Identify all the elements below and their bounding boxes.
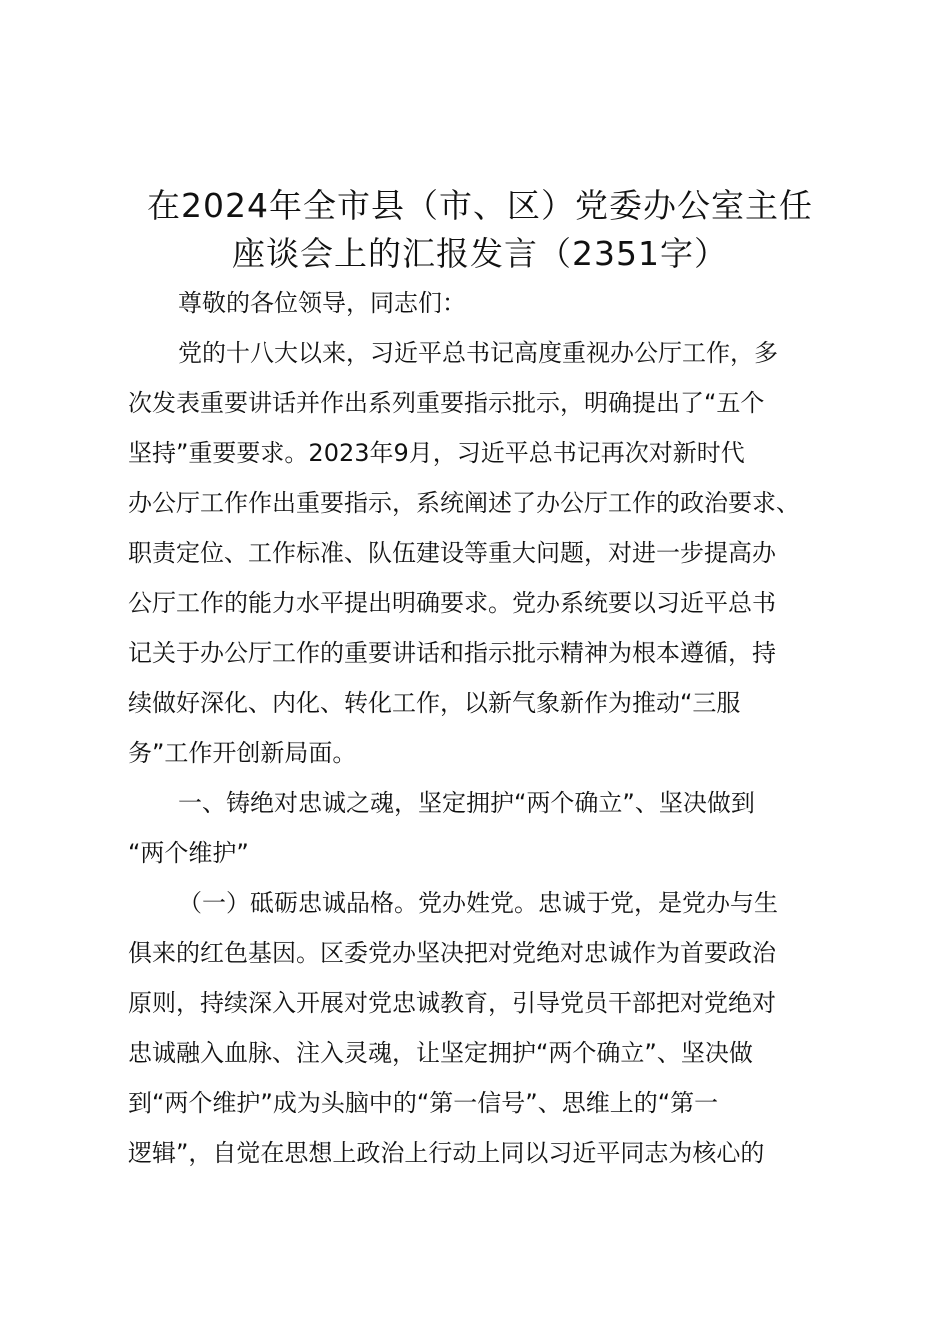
body-line: 记关于办公厅工作的重要讲话和指示批示精神为根本遵循，持 <box>128 639 776 667</box>
section-heading: 一、铸绝对忠诚之魂，坚定拥护“两个确立”、坚决做到 <box>178 789 755 817</box>
section-heading-continued: “两个维护” <box>128 839 249 867</box>
body-line: 逻辑”，自觉在思想上政治上行动上同以习近平同志为核心的 <box>128 1139 765 1167</box>
body-line: 党的十八大以来，习近平总书记高度重视办公厅工作，多 <box>178 339 778 367</box>
body-line: （一）砥砺忠诚品格。党办姓党。忠诚于党，是党办与生 <box>178 889 778 917</box>
body-line: 办公厅工作作出重要指示，系统阐述了办公厅工作的政治要求、 <box>128 489 800 517</box>
body-line: 公厅工作的能力水平提出明确要求。党办系统要以习近平总书 <box>128 589 776 617</box>
body-line: 次发表重要讲话并作出系列重要指示批示，明确提出了“五个 <box>128 389 765 417</box>
title-line-2: 座谈会上的汇报发言（2351字） <box>232 234 728 273</box>
body-line: 续做好深化、内化、转化工作，以新气象新作为推动“三服 <box>128 689 741 717</box>
body-line: 职责定位、工作标准、队伍建设等重大问题，对进一步提高办 <box>128 539 776 567</box>
title-line-1: 在2024年全市县（市、区）党委办公室主任 <box>147 186 813 225</box>
document-title <box>110 182 850 278</box>
body-line: 坚持”重要要求。2023年9月，习近平总书记再次对新时代 <box>128 439 745 467</box>
body-line: 忠诚融入血脉、注入灵魂，让坚定拥护“两个确立”、坚决做 <box>128 1039 753 1067</box>
body-line: 原则，持续深入开展对党忠诚教育，引导党员干部把对党绝对 <box>128 989 776 1017</box>
body-line: 务”工作开创新局面。 <box>128 739 357 767</box>
body-line: 到“两个维护”成为头脑中的“第一信号”、思维上的“第一 <box>128 1089 719 1117</box>
salutation: 尊敬的各位领导，同志们： <box>178 289 466 317</box>
body-line: 俱来的红色基因。区委党办坚决把对党绝对忠诚作为首要政治 <box>128 939 776 967</box>
